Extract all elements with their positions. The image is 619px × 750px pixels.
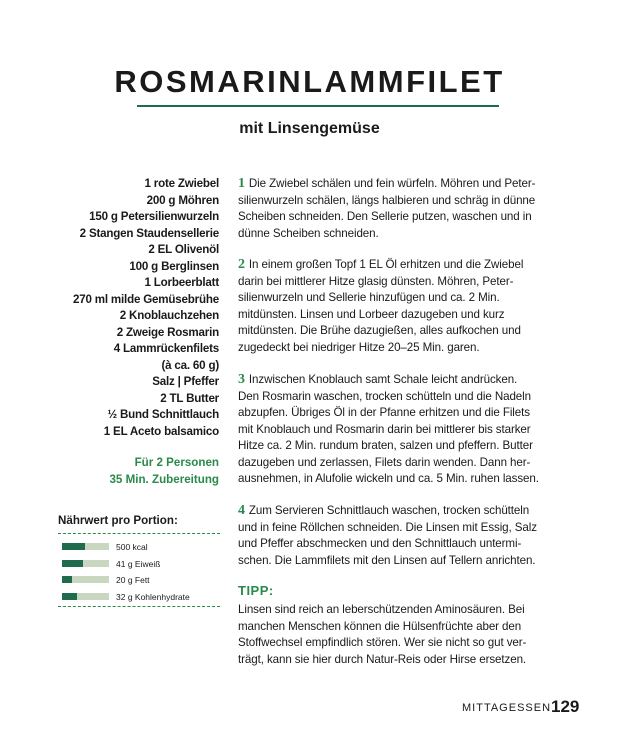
- step-3: [238, 372, 583, 488]
- nutrition-bar-fill: [62, 593, 77, 600]
- tip-heading: TIPP:: [238, 583, 274, 598]
- ingredient-item: 2 Knoblauchzehen: [119, 309, 219, 322]
- step-line: Scheiben schneiden. Den Sellerie putzen, waschen und in: [238, 210, 532, 223]
- step-line: Hitze ca. 2 Min. rundum braten, salzen und pfeffern. Butter: [238, 439, 533, 452]
- nutrition-row: [62, 540, 222, 554]
- ingredient-item: 270 ml milde Gemüsebrühe: [73, 292, 219, 306]
- prep-time: 35 Min. Zubereitung: [109, 472, 219, 486]
- ingredient-item: 2 TL Butter: [160, 391, 219, 405]
- step-line: schen. Die Lammfilets mit den Linsen auf Tellern anrichten.: [238, 553, 536, 567]
- step-line: Zum Servieren Schnittlauch waschen, trocken schütteln: [248, 504, 530, 517]
- step-line: mit Knoblauch und Rosmarin darin bei mittlerer bis starker: [238, 422, 531, 436]
- step-line: darin bei mittlerer Hitze glasig dünsten. Möhren, Peter-: [238, 274, 514, 288]
- servings-persons: Für 2 Personen: [134, 456, 219, 469]
- nutrition-row: [62, 573, 222, 587]
- step-line: dünne Scheiben schneiden.: [238, 226, 379, 240]
- section-label: MITTAGESSEN: [462, 702, 552, 714]
- ingredient-item: 1 Lorbeerblatt: [144, 276, 219, 289]
- step-number: 4: [238, 503, 245, 518]
- ingredient-list: [30, 176, 219, 440]
- ingredient-item: 100 g Berglinsen: [129, 259, 219, 273]
- step-number: 1: [238, 176, 245, 191]
- nutrition-divider-bottom: [58, 606, 220, 607]
- nutrition-bar: [62, 593, 109, 600]
- nutrition-label: 41 g Eiweiß: [116, 559, 161, 569]
- ingredient-item: 200 g Möhren: [146, 193, 219, 207]
- step-line: mitdünsten. Linsen und Lorbeer dazugeben und kurz: [238, 307, 505, 321]
- ingredient-item: 2 Stangen Staudensellerie: [79, 226, 219, 240]
- title-divider: [137, 105, 499, 107]
- tip-line: Linsen sind reich an leberschützenden Aminosäuren. Bei: [238, 603, 525, 616]
- nutrition-label: 32 g Kohlenhydrate: [116, 592, 190, 602]
- ingredient-item: 2 Zweige Rosmarin: [116, 325, 219, 339]
- servings-info: [30, 455, 219, 488]
- ingredient-item: 4 Lammrückenfilets: [113, 342, 219, 355]
- ingredient-item: 1 rote Zwiebel: [144, 177, 219, 190]
- nutrition-bar: [62, 560, 109, 567]
- nutrition-divider-top: [58, 533, 220, 534]
- recipe-title: ROSMARINLAMMFILET: [114, 64, 505, 99]
- ingredient-item: (à ca. 60 g): [161, 358, 219, 372]
- step-line: und in feine Röllchen schneiden. Die Linsen mit Essig, Salz: [238, 520, 537, 534]
- tip-text: [238, 602, 583, 668]
- step-4: [238, 503, 583, 569]
- tip-line: trägt, kann sie hier durch Natur-Reis oder Hirse ersetzen.: [238, 652, 527, 666]
- step-line: und Pfeffer abschmecken und den Schnittlauch untermi-: [238, 537, 522, 550]
- step-line: Die Zwiebel schälen und fein würfeln. Möhren und Peter-: [248, 177, 536, 190]
- tip-line: Stoffwechsel empfindlich stören. Wer sie nicht so gut ver-: [238, 636, 527, 649]
- step-line: zugedeckt bei niedriger Hitze 20–25 Min. garen.: [238, 340, 480, 354]
- step-line: mitdünsten. Die Brühe dazugießen, alles aufkochen und: [238, 324, 521, 337]
- nutrition-title: Nährwert pro Portion:: [58, 514, 178, 527]
- step-line: silienwurzeln schälen, längs halbieren und schräg in dünne: [238, 193, 536, 207]
- step-line: In einem großen Topf 1 EL Öl erhitzen und die Zwiebel: [248, 258, 524, 271]
- ingredient-item: ½ Bund Schnittlauch: [107, 408, 219, 421]
- ingredient-item: 2 EL Olivenöl: [148, 243, 219, 256]
- ingredient-item: 1 EL Aceto balsamico: [103, 424, 219, 438]
- step-number: 2: [238, 257, 245, 272]
- nutrition-bar: [62, 576, 109, 583]
- nutrition-bar-fill: [62, 543, 85, 550]
- step-number: 3: [238, 372, 245, 387]
- nutrition-bar-fill: [62, 560, 83, 567]
- nutrition-label: 500 kcal: [116, 542, 148, 552]
- recipe-subtitle: mit Linsengemüse: [239, 120, 380, 137]
- nutrition-row: [62, 557, 222, 571]
- step-line: silienwurzeln und Sellerie hinzufügen und ca. 2 Min.: [238, 291, 500, 304]
- nutrition-row: [62, 590, 222, 604]
- step-2: [238, 257, 583, 356]
- step-line: Den Rosmarin waschen, trocken schütteln und die Nadeln: [238, 389, 531, 403]
- nutrition-label: 20 g Fett: [116, 575, 150, 585]
- tip-line: manchen Menschen können die Hülsenfrüchte aber den: [238, 619, 522, 633]
- step-line: Inzwischen Knoblauch samt Schale leicht andrücken.: [248, 373, 518, 386]
- page-number: 129: [551, 697, 580, 716]
- ingredient-item: 150 g Petersilienwurzeln: [89, 210, 219, 223]
- nutrition-bar: [62, 543, 109, 550]
- step-1: [238, 176, 583, 242]
- step-line: ausnehmen, in Alufolie wickeln und ca. 5 Min. ruhen lassen.: [238, 472, 539, 485]
- step-line: abzupfen. Übriges Öl in der Pfanne erhitzen und die Filets: [238, 406, 530, 419]
- nutrition-bar-fill: [62, 576, 72, 583]
- ingredient-item: Salz | Pfeffer: [152, 375, 219, 388]
- step-line: dazugeben und zerlassen, Filets darin wenden. Dann her-: [238, 455, 531, 469]
